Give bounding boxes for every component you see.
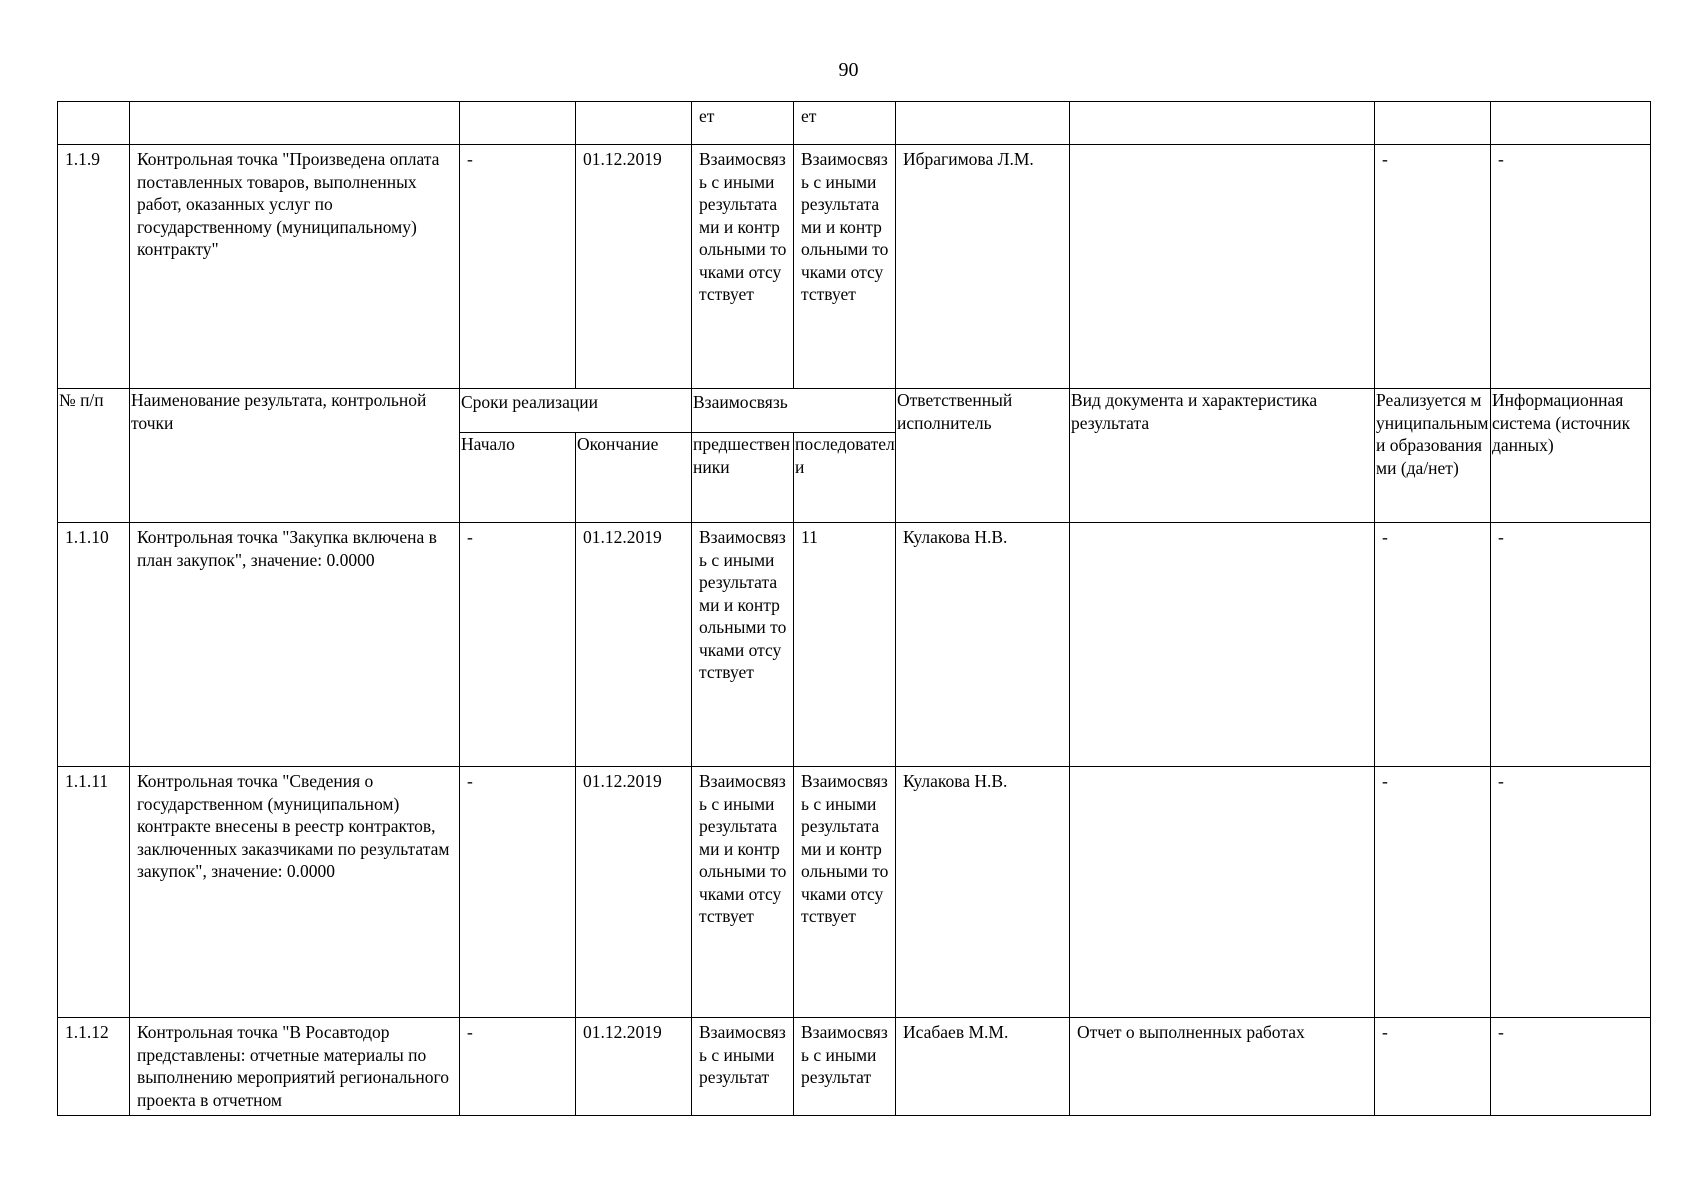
cell-municipal: - bbox=[1375, 145, 1491, 389]
cell-municipal: - bbox=[1375, 523, 1491, 767]
table-row bbox=[58, 523, 1651, 767]
cell-responsible: Кулакова Н.В. bbox=[896, 767, 1070, 1018]
cell-doc-type: Отчет о выполненных работах bbox=[1070, 1018, 1375, 1116]
cell-end: 01.12.2019 bbox=[576, 523, 692, 767]
cell-num: 1.1.11 bbox=[58, 767, 130, 1018]
cell-responsible: Кулакова Н.В. bbox=[896, 523, 1070, 767]
cell-end: 01.12.2019 bbox=[576, 1018, 692, 1116]
cell-start bbox=[460, 102, 576, 145]
cell-successor: Взаимосвязь с иными результатами и контрольными точками отсутствует bbox=[794, 767, 896, 1018]
cell-num bbox=[58, 102, 130, 145]
cell-end: 01.12.2019 bbox=[576, 145, 692, 389]
implementation-plan-table bbox=[57, 101, 1651, 1116]
cell-info-system: - bbox=[1491, 767, 1651, 1018]
cell-responsible bbox=[896, 102, 1070, 145]
cell-successor: Взаимосвязь с иными результатами и контрольными точками отсутствует bbox=[794, 145, 896, 389]
cell-num: 1.1.9 bbox=[58, 145, 130, 389]
cell-predecessor: Взаимосвязь с иными результат bbox=[692, 1018, 794, 1116]
header-info-system: Информационная система (источник данных) bbox=[1491, 389, 1651, 523]
cell-predecessor: ет bbox=[692, 102, 794, 145]
cell-municipal: - bbox=[1375, 767, 1491, 1018]
cell-doc-type bbox=[1070, 767, 1375, 1018]
cell-successor: ет bbox=[794, 102, 896, 145]
cell-responsible: Исабаев М.М. bbox=[896, 1018, 1070, 1116]
cell-num: 1.1.12 bbox=[58, 1018, 130, 1116]
cell-info-system: - bbox=[1491, 145, 1651, 389]
cell-start: - bbox=[460, 145, 576, 389]
cell-predecessor: Взаимосвязь с иными результатами и контрольными точками отсутствует bbox=[692, 523, 794, 767]
header-terms: Сроки реализации bbox=[460, 389, 692, 433]
header-predecessors: предшественники bbox=[692, 433, 794, 523]
cell-name: Контрольная точка "Закупка включена в план закупок", значение: 0.0000 bbox=[130, 523, 460, 767]
table-header-row bbox=[58, 389, 1651, 433]
cell-name: Контрольная точка "Сведения о государственном (муниципальном) контракте внесены в реестр контрактов, заключенных заказчиками по результатам закупок", значение: 0.0000 bbox=[130, 767, 460, 1018]
cell-end bbox=[576, 102, 692, 145]
header-name: Наименование результата, контрольной точки bbox=[130, 389, 460, 523]
cell-doc-type bbox=[1070, 145, 1375, 389]
cell-responsible: Ибрагимова Л.М. bbox=[896, 145, 1070, 389]
header-end: Окончание bbox=[576, 433, 692, 523]
cell-info-system: - bbox=[1491, 1018, 1651, 1116]
cell-info-system bbox=[1491, 102, 1651, 145]
cell-municipal: - bbox=[1375, 1018, 1491, 1116]
header-num: № п/п bbox=[58, 389, 130, 523]
cell-name: Контрольная точка "Произведена оплата поставленных товаров, выполненных работ, оказанных услуг по государственному (муниципальному) контракту" bbox=[130, 145, 460, 389]
page-number: 90 bbox=[838, 59, 859, 81]
table-row-continuation bbox=[58, 102, 1651, 145]
cell-start: - bbox=[460, 523, 576, 767]
table-row bbox=[58, 767, 1651, 1018]
cell-info-system: - bbox=[1491, 523, 1651, 767]
cell-successor: Взаимосвязь с иными результат bbox=[794, 1018, 896, 1116]
cell-doc-type bbox=[1070, 523, 1375, 767]
header-start: Начало bbox=[460, 433, 576, 523]
table-row bbox=[58, 145, 1651, 389]
cell-name bbox=[130, 102, 460, 145]
cell-predecessor: Взаимосвязь с иными результатами и контрольными точками отсутствует bbox=[692, 145, 794, 389]
cell-doc-type bbox=[1070, 102, 1375, 145]
header-relation: Взаимосвязь bbox=[692, 389, 896, 433]
header-doc-type: Вид документа и характеристика результата bbox=[1070, 389, 1375, 523]
cell-start: - bbox=[460, 767, 576, 1018]
cell-predecessor: Взаимосвязь с иными результатами и контрольными точками отсутствует bbox=[692, 767, 794, 1018]
cell-municipal bbox=[1375, 102, 1491, 145]
cell-name: Контрольная точка "В Росавтодор представлены: отчетные материалы по выполнению мероприятий регионального проекта в отчетном bbox=[130, 1018, 460, 1116]
cell-start: - bbox=[460, 1018, 576, 1116]
cell-successor: 11 bbox=[794, 523, 896, 767]
table-row bbox=[58, 1018, 1651, 1116]
cell-num: 1.1.10 bbox=[58, 523, 130, 767]
header-successors: последователи bbox=[794, 433, 896, 523]
cell-end: 01.12.2019 bbox=[576, 767, 692, 1018]
header-responsible: Ответственный исполнитель bbox=[896, 389, 1070, 523]
header-municipal: Реализуется муниципальными образованиями (да/нет) bbox=[1375, 389, 1491, 523]
